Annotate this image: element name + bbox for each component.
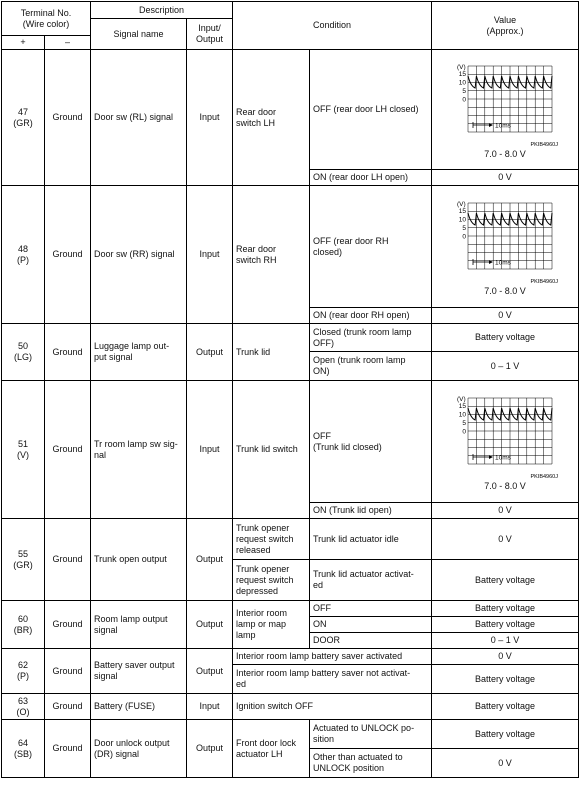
terminal-cell: 60 (BR) [2,601,45,649]
table-row [2,381,579,503]
header-minus: – [45,36,91,50]
axis-tick: 0 [462,96,467,104]
value-cell: Battery voltage [432,720,579,749]
state-cell: ON (rear door RH open) [310,308,432,324]
ground-cell: Ground [45,381,91,519]
axis-tick: 15 [458,71,467,78]
signal-name-cell: Battery (FUSE) [91,694,187,720]
ground-cell: Ground [45,50,91,186]
table-row [2,720,579,749]
axis-tick: 10 [458,411,467,419]
ground-cell: Ground [45,601,91,649]
value-cell: Battery voltage [432,665,579,694]
axis-tick: 10 [458,216,467,224]
ground-cell: Ground [45,649,91,694]
io-cell: Output [187,601,233,649]
header-plus: + [2,36,45,50]
axis-tick: 0 [462,428,467,436]
io-cell: Output [187,649,233,694]
state-cell: OFF [310,601,432,617]
table-row [2,694,579,720]
table-row [2,601,579,617]
waveform-graph [434,197,576,285]
signal-name-cell: Door sw (RL) signal [91,50,187,186]
timebase-label: 10ms [495,259,511,267]
axis-tick: 15 [458,208,467,215]
ground-cell: Ground [45,186,91,324]
waveform-graph [434,392,576,480]
io-cell: Output [187,519,233,601]
state-cell: ON (Trunk lid open) [310,503,432,519]
table-row [2,324,579,352]
value-cell: 0 – 1 V [432,633,579,649]
signal-name-cell: Trunk open output [91,519,187,601]
condition-cell: Ignition switch OFF [233,694,432,720]
condition-cell: Trunk opener request switch released [233,519,310,560]
waveform-cell [432,186,579,308]
axis-tick: 5 [462,225,467,232]
terminal-table [1,1,579,778]
terminal-cell: 64 (SB) [2,720,45,778]
value-cell: 0 V [432,170,579,186]
state-cell: DOOR [310,633,432,649]
signal-name-cell: Tr room lamp sw sig- nal [91,381,187,519]
waveform-svg [451,392,559,480]
state-cell: Open (trunk room lamp ON) [310,352,432,381]
header-terminal: Terminal No. (Wire color) [2,2,91,36]
table-row [2,649,579,665]
figure-code: PKIB4960J [530,474,559,480]
condition-cell: Interior room lamp or map lamp [233,601,310,649]
header-io: Input/ Output [187,19,233,50]
signal-name-cell: Door sw (RR) signal [91,186,187,324]
value-cell: 0 V [432,519,579,560]
io-cell: Output [187,324,233,381]
signal-name-cell: Room lamp output signal [91,601,187,649]
state-cell: OFF (Trunk lid closed) [310,381,432,503]
signal-name-cell: Luggage lamp out- put signal [91,324,187,381]
state-cell: ON (rear door LH open) [310,170,432,186]
axis-unit: (V) [457,396,466,403]
waveform-value: 7.0 - 8.0 V [484,286,526,296]
value-cell: 0 – 1 V [432,352,579,381]
condition-cell: Trunk opener request switch depressed [233,560,310,601]
signal-name-cell: Door unlock output (DR) signal [91,720,187,778]
value-cell: 0 V [432,308,579,324]
io-cell: Input [187,381,233,519]
state-cell: Trunk lid actuator idle [310,519,432,560]
value-cell: 0 V [432,503,579,519]
waveform-cell [432,50,579,170]
terminal-cell: 51 (V) [2,381,45,519]
axis-tick: 0 [462,233,467,241]
condition-cell: Trunk lid [233,324,310,381]
waveform-svg [451,197,559,285]
value-cell: Battery voltage [432,324,579,352]
ground-cell: Ground [45,694,91,720]
value-cell: Battery voltage [432,694,579,720]
axis-tick: 5 [462,88,467,95]
condition-cell: Interior room lamp battery saver not activat- ed [233,665,432,694]
header-condition: Condition [233,2,432,50]
signal-name-cell: Battery saver output signal [91,649,187,694]
io-cell: Input [187,186,233,324]
state-cell: Other than actuated to UNLOCK position [310,749,432,778]
condition-cell: Rear door switch RH [233,186,310,324]
state-cell: Trunk lid actuator activat- ed [310,560,432,601]
terminal-cell: 48 (P) [2,186,45,324]
header-signal-name: Signal name [91,19,187,50]
condition-cell: Interior room lamp battery saver activated [233,649,432,665]
axis-unit: (V) [457,64,466,71]
value-cell: 0 V [432,649,579,665]
condition-cell: Rear door switch LH [233,50,310,186]
io-cell: Output [187,720,233,778]
state-cell: OFF (rear door RH closed) [310,186,432,308]
io-cell: Input [187,694,233,720]
waveform-value: 7.0 - 8.0 V [484,481,526,491]
figure-code: PKIB4960J [530,279,559,285]
waveform-graph [434,60,576,148]
state-cell: Closed (trunk room lamp OFF) [310,324,432,352]
figure-code: PKIB4960J [530,142,559,148]
table-row [2,50,579,170]
timebase-label: 10ms [495,122,511,130]
timebase-label: 10ms [495,454,511,462]
ground-cell: Ground [45,720,91,778]
value-cell: 0 V [432,749,579,778]
value-cell: Battery voltage [432,601,579,617]
condition-cell: Trunk lid switch [233,381,310,519]
axis-tick: 10 [458,79,467,87]
waveform-svg [451,60,559,148]
state-cell: ON [310,617,432,633]
condition-cell: Front door lock actuator LH [233,720,310,778]
value-cell: Battery voltage [432,560,579,601]
ground-cell: Ground [45,519,91,601]
io-cell: Input [187,50,233,186]
ground-cell: Ground [45,324,91,381]
header-description: Description [91,2,233,19]
waveform-value: 7.0 - 8.0 V [484,149,526,159]
waveform-cell [432,381,579,503]
header-value: Value (Approx.) [432,2,579,50]
state-cell: Actuated to UNLOCK po- sition [310,720,432,749]
terminal-cell: 55 (GR) [2,519,45,601]
value-cell: Battery voltage [432,617,579,633]
table-row [2,519,579,560]
axis-unit: (V) [457,201,466,208]
terminal-cell: 62 (P) [2,649,45,694]
terminal-cell: 50 (LG) [2,324,45,381]
table-row [2,186,579,308]
axis-tick: 5 [462,420,467,427]
state-cell: OFF (rear door LH closed) [310,50,432,170]
terminal-cell: 47 (GR) [2,50,45,186]
terminal-cell: 63 (O) [2,694,45,720]
axis-tick: 15 [458,403,467,410]
